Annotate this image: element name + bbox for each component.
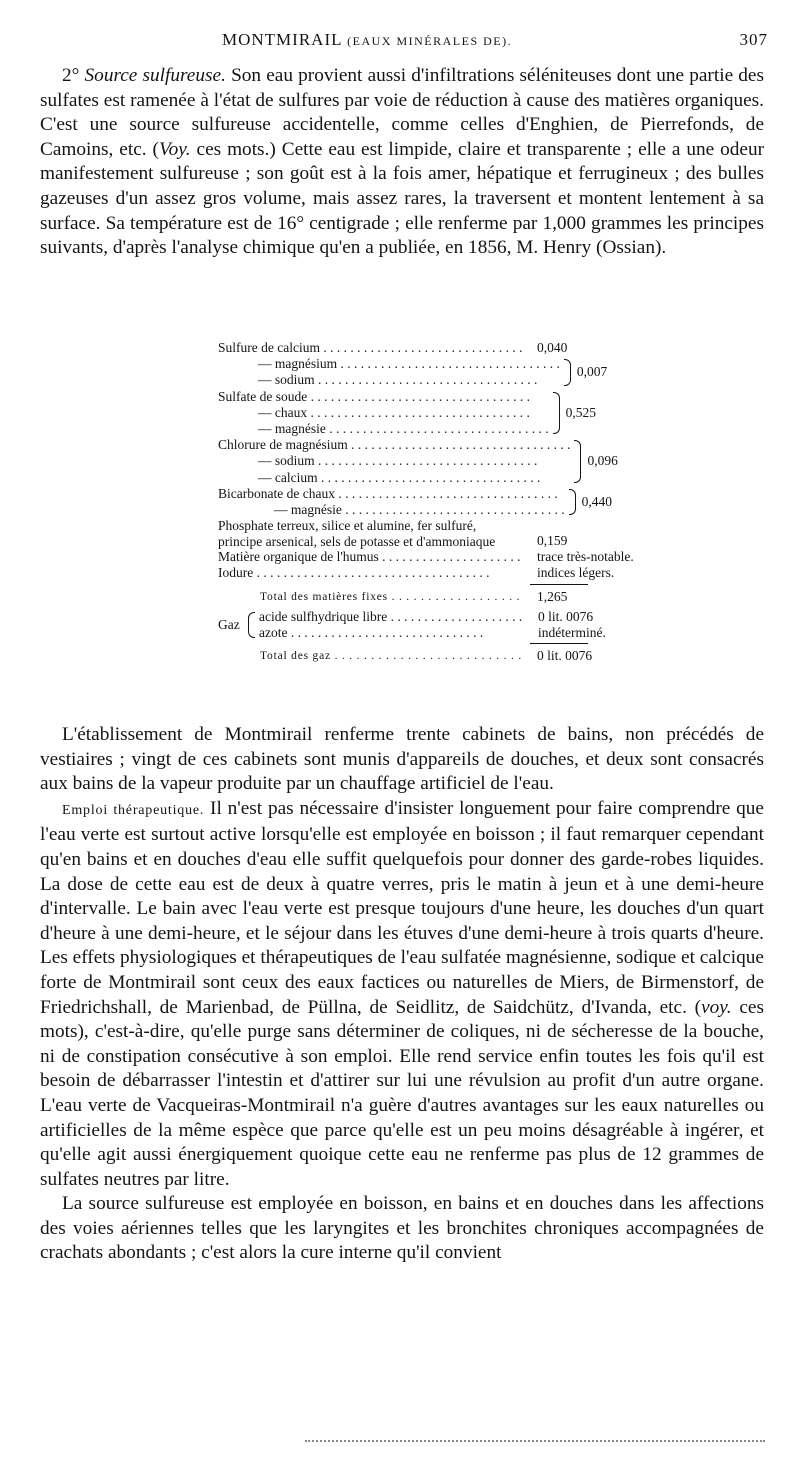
table-row: Sulfure de calcium . . . 0,040 xyxy=(218,340,668,356)
running-subtitle: (EAUX MINÉRALES DE). xyxy=(347,34,513,48)
total-row: Total des matières fixes . . . 1,265 xyxy=(218,589,668,605)
section-title: Source sulfureuse. xyxy=(84,65,226,86)
table-group: Chlorure de magnésium . . . — sodium . . . — calcium . . . 0,096 xyxy=(218,437,668,486)
total-row: Total des gaz . . . 0 lit. 0076 xyxy=(218,648,668,664)
brace xyxy=(248,612,255,638)
brace xyxy=(553,392,560,435)
brace xyxy=(574,440,581,483)
intro-body xyxy=(40,64,764,261)
paragraph-source-usage: La source sulfureuse est employée en boisson, en bains et en douches dans les affections des voies aériennes telles que les laryngites et les bronchites chroniques accompagnées de crachats abondants ; c'est alors la cure interne qu'il convient xyxy=(40,1193,764,1264)
footer-noise xyxy=(305,1440,765,1446)
table-row: Iodure . . . indices légers. xyxy=(218,565,668,581)
paragraph-source-sulfureuse: 2° Source sulfureuse. Son eau provient aussi d'infiltrations séléniteuses dont une partie des sulfates est ramenée à l'état de sulfures par voie de réduction à cause des matières organiques. C'est une source sulfureuse accidentelle, comme celles d'Enghien, de Pierrefonds, de Camoins, etc. (Voy. ces mots.) Cette eau est limpide, claire et transparente ; elle a une odeur manifestement sulfureuse ; son goût est à la fois amer, hépatique et ferrugineux ; des bulles gazeuses d'un assez gros volume, mais assez rares, la traversent et montent lentement à sa surface. Sa température est de 16° centigrade ; elle renferme par 1,000 grammes les principes suivants, d'après l'analyse chimique qu'en a publiée, en 1856, M. Henry (Ossian). xyxy=(40,65,765,259)
emploi-heading: Emploi thérapeutique. xyxy=(62,802,205,818)
paragraph-emploi: Emploi thérapeutique. Il n'est pas nécessaire d'insister longuement pour faire comprendre que l'eau verte est surtout active lorsqu'elle est employée en boisson ; il faut remarquer cependant qu'en bains et en douches d'eau elle suffit quelquefois pour donner des garde-robes liquides. La dose de cette eau est de deux à quatre verres, pris le matin à jeun et à une demi-heure d'intervalle. Le bain avec l'eau verte est presque toujours d'une heure, les douches d'un quart d'heure à une demi-heure, et le séjour dans les étuves d'une demi-heure à trois quarts d'heure. Les effets physiologiques et thérapeutiques de l'eau sulfatée magnésienne, sodique et calcique forte de Montmirail sont ceux des eaux factices ou naturelles de Miers, de Birmenstorf, de Friedrichshall, de Marienbad, de Püllna, de Seidlitz, de Saidchütz, d'Ivanda, etc. (voy. ces mots), c'est-à-dire, qu'elle purge sans déterminer de coliques, ni de sécheresse de la bouche, ni de constipation consécutive à son emploi. Elle rend service enfin toutes les fois qu'il est besoin de débarrasser l'intestin et d'attirer sur lui une révulsion au profit d'un autre organe. L'eau verte de Vacqueiras-Montmirail n'a guère d'autres avantages sur les eaux naturelles ou artificielles de la même espèce que parce qu'elle est un peu moins désagréable à ingérer, et qu'elle agit aussi énergiquement quoique cette eau ne renferme pas plus de 12 grammes de sulfates neutres par litre. xyxy=(40,797,764,1190)
sum-rule xyxy=(530,643,588,644)
sum-rule xyxy=(530,584,588,585)
main-body xyxy=(40,723,764,1266)
page-number: 307 xyxy=(739,30,768,49)
brace xyxy=(564,359,571,385)
gas-group: Gaz acide sulfhydrique libre . . . 0 lit. 0076 azote . . . indéterminé. xyxy=(218,609,668,641)
table-row: Phosphate terreux, silice et alumine, fer sulfuré, principe arsenical, sels de potasse et d'ammoniaque 0,159 xyxy=(218,518,568,549)
running-title: MONTMIRAIL (EAUX MINÉRALES DE). xyxy=(222,30,513,49)
paragraph-etablissement: L'établissement de Montmirail renferme trente cabinets de bains, non précédés de vestiaires ; vingt de ces cabinets sont munis d'appareils de douches, et deux sont consacrés aux bains de la vapeur produite par un chauffage artificiel de l'eau. xyxy=(40,724,764,795)
running-header xyxy=(222,30,768,56)
analysis-table xyxy=(218,340,668,664)
table-group: Sulfate de soude . . . — chaux . . . — magnésie . . . 0,525 xyxy=(218,389,668,438)
table-group: — magnésium . . . — sodium . . . 0,007 xyxy=(218,356,668,388)
table-row: Matière organique de l'humus . . . trace très-notable. xyxy=(218,549,668,565)
brace xyxy=(569,489,576,515)
table-group: Bicarbonate de chaux . . . — magnésie . . . 0,440 xyxy=(218,486,668,518)
